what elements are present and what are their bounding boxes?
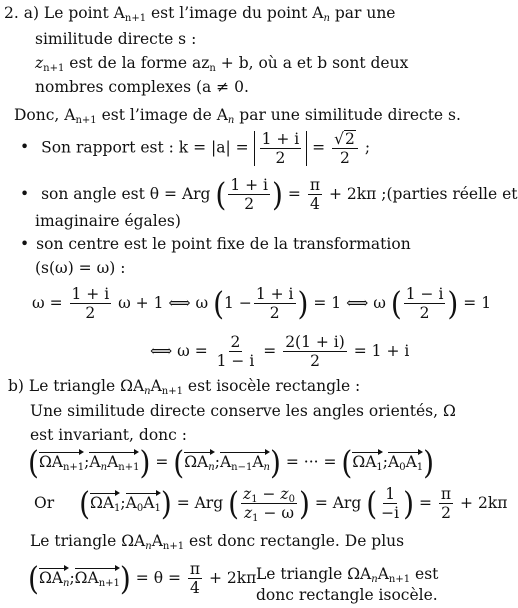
line-form: $z_{n+1}$ est de la forme $az_n + b$, où a et b sont deux	[35, 54, 409, 74]
line-similitude: similitude directe s :	[35, 30, 197, 48]
line-rectangle: Le triangle $\Omega A_nA_{n+1}$ est donc rectangle. De plus	[30, 532, 405, 552]
bullet-angle: • son angle est θ = Arg ( $\frac{1 + i}{2}$ ) = $\frac{\pi}{4}$ + 2kπ ;(parties réelle et	[20, 177, 518, 213]
line-2a-intro: 2. a) Le point $A_{n+1}$ est l’image du point $A_n$ par une	[4, 4, 396, 24]
line-isocele-2: donc rectangle isocèle.	[256, 586, 438, 604]
line-isocele-1: Le triangle $\Omega A_nA_{n+1}$ est	[256, 565, 439, 585]
equation-or: Or $(\Omega A_1;A_0A_1)$ = Arg ( $\frac{z_1 - z_0}{z_1 - \omega}$ ) = Arg ( $\frac{1}{-i}$ ) = $\frac{\pi}{2}$ + 2kπ	[34, 483, 508, 525]
equation-angles: $(\Omega A_{n+1};A_nA_{n+1})$ = $(\Omega A_n;A_{n-1}A_n)$ = ··· = $(\Omega A_1;A_0A_1)$	[28, 443, 435, 482]
line-conserve: Une similitude directe conserve les angles orientés, Ω	[30, 402, 456, 420]
line-fixed-point: (s(ω) = ω) :	[35, 259, 126, 277]
line-complex: nombres complexes (a ≠ 0.	[35, 78, 249, 96]
line-donc: Donc, $A_{n+1}$ est l’image de $A_n$ par une similitude directe s.	[14, 106, 461, 126]
line-b-triangle: b) Le triangle $\Omega A_nA_{n+1}$ est isocèle rectangle :	[8, 377, 361, 397]
bullet-rapport: • Son rapport est : k = |a| = $\frac{1 + i}{2}$ = $\frac{√2}{2}$ ;	[20, 130, 370, 167]
equation-omega-1: ω = $\frac{1 + i}{2}$ ω + 1 ⟺ ω (1 − $\frac{1 + i}{2}$ ) = 1 ⟺ ω ( $\frac{1 - i}{2}$ ) = 1	[32, 283, 492, 323]
bullet-centre: • son centre est le point fixe de la transformation	[20, 237, 411, 253]
line-imaginaire: imaginaire égales)	[35, 212, 181, 230]
line-invariant: est invariant, donc :	[30, 426, 187, 444]
equation-omega-2: ⟺ ω = $\frac{2}{1 - i}$ = $\frac{2(1 + i)}{2}$ = 1 + i	[150, 333, 410, 371]
equation-theta: $(\Omega A_n;\Omega A_{n+1}) = \theta$ = $\frac{\pi}{4}$ + 2kπ	[28, 558, 257, 598]
